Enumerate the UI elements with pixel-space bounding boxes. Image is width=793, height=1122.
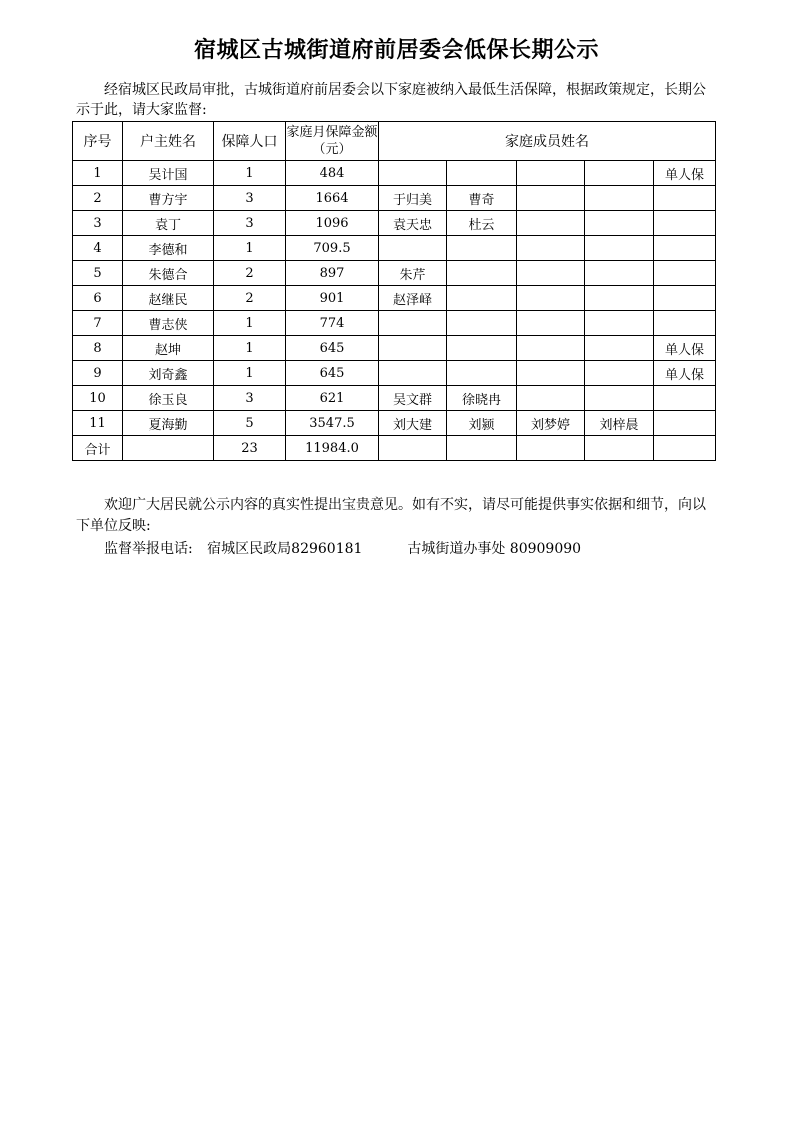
row-member-4: [585, 186, 654, 211]
row-member-1: [379, 161, 447, 186]
row-count: 1: [214, 311, 286, 336]
row-member-3: [517, 336, 585, 361]
row-member-4: [585, 386, 654, 411]
row-member-2: 曹奇: [447, 186, 517, 211]
row-member-1: 吴文群: [379, 386, 447, 411]
row-count: 5: [214, 411, 286, 436]
row-note: 单人保: [654, 361, 716, 386]
row-count: 3: [214, 211, 286, 236]
row-amount: 484: [286, 161, 379, 186]
row-head-name: 朱德合: [123, 261, 214, 286]
row-note: [654, 311, 716, 336]
table-total-row: [73, 436, 716, 461]
row-index: 3: [73, 211, 123, 236]
page-title: 宿城区古城街道府前居委会低保长期公示: [193, 38, 599, 63]
row-head-name: 曹志侠: [123, 311, 214, 336]
table-row: [73, 186, 716, 211]
row-member-3: [517, 386, 585, 411]
row-head-name: 赵继民: [123, 286, 214, 311]
table-row: [73, 236, 716, 261]
row-member-2: [447, 261, 517, 286]
row-member-4: [585, 236, 654, 261]
row-member-2: [447, 236, 517, 261]
row-member-4: 刘梓晨: [585, 411, 654, 436]
row-head-name: 曹方宇: [123, 186, 214, 211]
row-member-1: [379, 336, 447, 361]
row-count: 1: [214, 336, 286, 361]
row-member-1: 刘大建: [379, 411, 447, 436]
row-index: 11: [73, 411, 123, 436]
row-note: 单人保: [654, 161, 716, 186]
row-head-name: 赵坤: [123, 336, 214, 361]
table-row: [73, 286, 716, 311]
row-index: 2: [73, 186, 123, 211]
row-note: 单人保: [654, 336, 716, 361]
table-row: [73, 211, 716, 236]
table-row: [73, 311, 716, 336]
row-count: 2: [214, 261, 286, 286]
row-index: 1: [73, 161, 123, 186]
row-member-4: [585, 361, 654, 386]
table-row: [73, 386, 716, 411]
header-index: 序号: [73, 122, 123, 161]
row-member-3: [517, 286, 585, 311]
row-index: 10: [73, 386, 123, 411]
row-head-name: 徐玉良: [123, 386, 214, 411]
feedback-paragraph: 欢迎广大居民就公示内容的真实性提出宝贵意见。如有不实，请尽可能提供事实依据和细节，向以下单位反映:: [76, 497, 706, 534]
row-head-name: 夏海勤: [123, 411, 214, 436]
header-count: 保障人口: [214, 122, 286, 161]
row-member-1: 于归美: [379, 186, 447, 211]
row-member-3: [517, 236, 585, 261]
row-count: 2: [214, 286, 286, 311]
row-index: 5: [73, 261, 123, 286]
row-member-4: [585, 161, 654, 186]
row-note: [654, 286, 716, 311]
total-amount: 11984.0: [286, 436, 379, 461]
row-member-1: [379, 236, 447, 261]
row-member-2: [447, 311, 517, 336]
row-member-3: [517, 186, 585, 211]
row-index: 6: [73, 286, 123, 311]
row-count: 1: [214, 236, 286, 261]
table-row: [73, 161, 716, 186]
row-amount: 1096: [286, 211, 379, 236]
row-index: 7: [73, 311, 123, 336]
row-amount: 709.5: [286, 236, 379, 261]
table-row: [73, 336, 716, 361]
table-row: [73, 411, 716, 436]
total-count: 23: [214, 436, 286, 461]
row-note: [654, 386, 716, 411]
row-member-4: [585, 311, 654, 336]
row-count: 3: [214, 186, 286, 211]
row-amount: 645: [286, 361, 379, 386]
row-member-3: [517, 211, 585, 236]
row-member-2: 徐晓冉: [447, 386, 517, 411]
row-note: [654, 411, 716, 436]
row-member-1: [379, 311, 447, 336]
row-note: [654, 236, 716, 261]
row-member-3: [517, 311, 585, 336]
row-count: 1: [214, 361, 286, 386]
row-member-2: 杜云: [447, 211, 517, 236]
row-count: 1: [214, 161, 286, 186]
row-member-1: 朱芹: [379, 261, 447, 286]
row-index: 4: [73, 236, 123, 261]
row-member-3: 刘梦婷: [517, 411, 585, 436]
row-member-1: 赵泽峄: [379, 286, 447, 311]
row-index: 8: [73, 336, 123, 361]
row-member-2: [447, 161, 517, 186]
row-count: 3: [214, 386, 286, 411]
low-income-roster-table: [72, 121, 716, 461]
row-amount: 901: [286, 286, 379, 311]
row-note: [654, 186, 716, 211]
row-member-3: [517, 361, 585, 386]
hotline-subdistrict-office: 古城街道办事处 80909090: [407, 541, 582, 557]
total-empty: [123, 436, 214, 461]
table-row: [73, 361, 716, 386]
hotline-label: 监督举报电话:: [104, 541, 193, 557]
header-head-name: 户主姓名: [123, 122, 214, 161]
total-label: 合计: [73, 436, 123, 461]
row-note: [654, 261, 716, 286]
row-index: 9: [73, 361, 123, 386]
total-note: [654, 436, 716, 461]
row-member-4: [585, 286, 654, 311]
row-amount: 645: [286, 336, 379, 361]
row-amount: 1664: [286, 186, 379, 211]
row-note: [654, 211, 716, 236]
row-member-3: [517, 261, 585, 286]
row-head-name: 袁丁: [123, 211, 214, 236]
row-head-name: 吴计国: [123, 161, 214, 186]
row-member-2: [447, 336, 517, 361]
row-member-2: [447, 361, 517, 386]
header-members: 家庭成员姓名: [379, 122, 716, 161]
table-row: [73, 261, 716, 286]
row-amount: 621: [286, 386, 379, 411]
total-m1: [379, 436, 447, 461]
footer-notice: [76, 495, 716, 560]
header-amount: 家庭月保障金额（元）: [286, 122, 379, 161]
hotline-line: [76, 539, 716, 560]
row-amount: 897: [286, 261, 379, 286]
row-head-name: 李德和: [123, 236, 214, 261]
total-m2: [447, 436, 517, 461]
row-member-2: [447, 286, 517, 311]
row-member-3: [517, 161, 585, 186]
hotline-civil-affairs: 宿城区民政局82960181: [207, 541, 363, 557]
row-amount: 774: [286, 311, 379, 336]
total-m4: [585, 436, 654, 461]
total-m3: [517, 436, 585, 461]
row-member-1: [379, 361, 447, 386]
row-amount: 3547.5: [286, 411, 379, 436]
row-member-4: [585, 211, 654, 236]
row-member-2: 刘颍: [447, 411, 517, 436]
row-member-1: 袁天忠: [379, 211, 447, 236]
intro-paragraph: 经宿城区民政局审批，古城街道府前居委会以下家庭被纳入最低生活保障，根据政策规定，长期公示于此，请大家监督:: [76, 82, 706, 118]
row-head-name: 刘奇鑫: [123, 361, 214, 386]
row-member-4: [585, 261, 654, 286]
table-header-row: [73, 122, 716, 161]
row-member-4: [585, 336, 654, 361]
